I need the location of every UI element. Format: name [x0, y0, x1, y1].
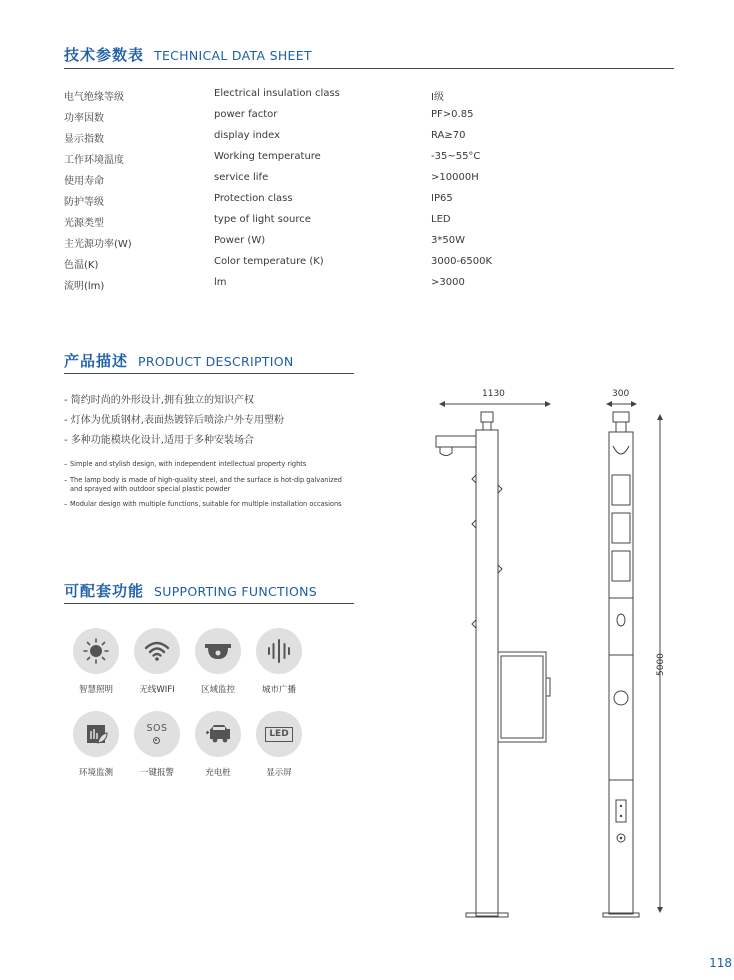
- spec-row: [64, 214, 544, 235]
- spec-row: [64, 130, 544, 151]
- desc-cn-1: - 简约时尚的外形设计,拥有独立的知识产权: [64, 395, 254, 406]
- spec-label-cn: 使用寿命: [64, 176, 104, 187]
- spec-label-cn: 防护等级: [64, 197, 104, 208]
- func-label: 充电桩: [205, 768, 231, 778]
- dim-width-front: 1130: [482, 389, 505, 399]
- technical-divider: [64, 68, 674, 69]
- desc-en-1-text: Simple and stylish design, with independent intellectual property rights: [70, 460, 307, 468]
- spec-value: I级: [431, 92, 444, 103]
- product-section-heading: [64, 350, 294, 371]
- led-screen-icon: [256, 711, 302, 757]
- func-label: 城市广播: [261, 685, 296, 695]
- func-label: 一键报警: [139, 768, 174, 778]
- smart-lighting-icon: [73, 628, 119, 674]
- desc-en-1: – Simple and stylish design, with independent intellectual property rights: [64, 460, 354, 469]
- func-charging: [183, 711, 253, 778]
- product-title-en: PRODUCT DESCRIPTION: [138, 354, 294, 369]
- spec-label-en: Working temperature: [214, 151, 321, 162]
- func-surveillance: [183, 628, 253, 695]
- func-label: 显示屏: [266, 768, 292, 778]
- spec-label-en: display index: [214, 130, 281, 141]
- dim-height: 5000: [656, 653, 666, 676]
- spec-value: PF>0.85: [431, 109, 474, 120]
- sos-text: SOS: [146, 722, 168, 734]
- spec-label-cn: 工作环境温度: [64, 155, 124, 166]
- spec-row: [64, 88, 544, 109]
- spec-label-en: lm: [214, 277, 227, 288]
- charging-car-icon: [195, 711, 241, 757]
- spec-value: LED: [431, 214, 451, 225]
- desc-en-3: – Modular design with multiple functions, suitable for multiple installation occasions: [64, 500, 354, 509]
- dim-width-side: 300: [612, 389, 630, 399]
- spec-row: [64, 235, 544, 256]
- func-label: 环境监测: [78, 768, 113, 778]
- wifi-icon: [134, 628, 180, 674]
- spec-label-cn: 光源类型: [64, 218, 104, 229]
- spec-value: 3000-6500K: [431, 256, 493, 267]
- spec-label-cn: 显示指数: [64, 134, 104, 145]
- spec-label-cn: 功率因数: [64, 113, 104, 124]
- desc-cn-2: - 灯体为优质钢材,表面热镀锌后喷涂户外专用塑粉: [64, 415, 284, 426]
- desc-en-3-text: Modular design with multiple functions, suitable for multiple installation occasions: [70, 500, 342, 508]
- spec-label-en: type of light source: [214, 214, 311, 225]
- desc-en-2-text: The lamp body is made of high-quality steel, and the surface is hot-dip galvanized and sprayed with outdoor special plastic powder: [70, 476, 342, 493]
- technical-title-cn: 技术参数表: [64, 46, 145, 64]
- desc-cn-3: - 多种功能模块化设计,适用于多种安装场合: [64, 435, 254, 446]
- led-text: LED: [265, 727, 292, 742]
- supporting-title-cn: 可配套功能: [64, 582, 145, 600]
- spec-label-cn: 流明(lm): [64, 281, 105, 292]
- spec-value: -35~55°C: [431, 151, 481, 162]
- spec-row: [64, 193, 544, 214]
- spec-value: IP65: [431, 193, 453, 204]
- surveillance-camera-icon: [195, 628, 241, 674]
- spec-value: >3000: [431, 277, 465, 288]
- sos-alarm-icon: [134, 711, 180, 757]
- func-environment: [61, 711, 131, 778]
- desc-en-2: – The lamp body is made of high-quality steel, and the surface is hot-dip galvanized and sprayed with outdoor special plastic powder: [64, 476, 354, 494]
- func-led-screen: [244, 711, 314, 778]
- spec-row: [64, 256, 544, 277]
- func-broadcast: [244, 628, 314, 695]
- spec-label-cn: 电气绝缘等级: [64, 92, 124, 103]
- spec-label-en: service life: [214, 172, 269, 183]
- pole-drawing: [420, 380, 710, 920]
- page-number: 118: [709, 956, 732, 970]
- spec-label-en: Power (W): [214, 235, 266, 246]
- func-label: 无线WIFI: [139, 685, 175, 695]
- func-sos: [122, 711, 192, 778]
- func-label: 区域监控: [200, 685, 235, 695]
- spec-value: RA≥70: [431, 130, 466, 141]
- spec-value: 3*50W: [431, 235, 465, 246]
- supporting-title-en: SUPPORTING FUNCTIONS: [154, 584, 317, 599]
- func-wifi: [122, 628, 192, 695]
- supporting-section-heading: [64, 580, 317, 601]
- func-label: 智慧照明: [78, 685, 113, 695]
- spec-row: [64, 151, 544, 172]
- spec-label-en: Color temperature (K): [214, 256, 324, 267]
- broadcast-icon: [256, 628, 302, 674]
- spec-label-en: Protection class: [214, 193, 293, 204]
- product-divider: [64, 373, 354, 374]
- environment-monitor-icon: [73, 711, 119, 757]
- supporting-divider: [64, 603, 354, 604]
- technical-title-en: TECHNICAL DATA SHEET: [154, 48, 312, 63]
- spec-row: [64, 172, 544, 193]
- func-smart-lighting: [61, 628, 131, 695]
- spec-value: >10000H: [431, 172, 479, 183]
- technical-section-heading: [64, 44, 312, 65]
- spec-row: [64, 277, 544, 298]
- spec-row: [64, 109, 544, 130]
- product-title-cn: 产品描述: [64, 352, 129, 370]
- spec-label-cn: 色温(K): [64, 260, 99, 271]
- spec-label-en: Electrical insulation class: [214, 88, 340, 99]
- spec-label-en: power factor: [214, 109, 278, 120]
- spec-label-cn: 主光源功率(W): [64, 239, 132, 250]
